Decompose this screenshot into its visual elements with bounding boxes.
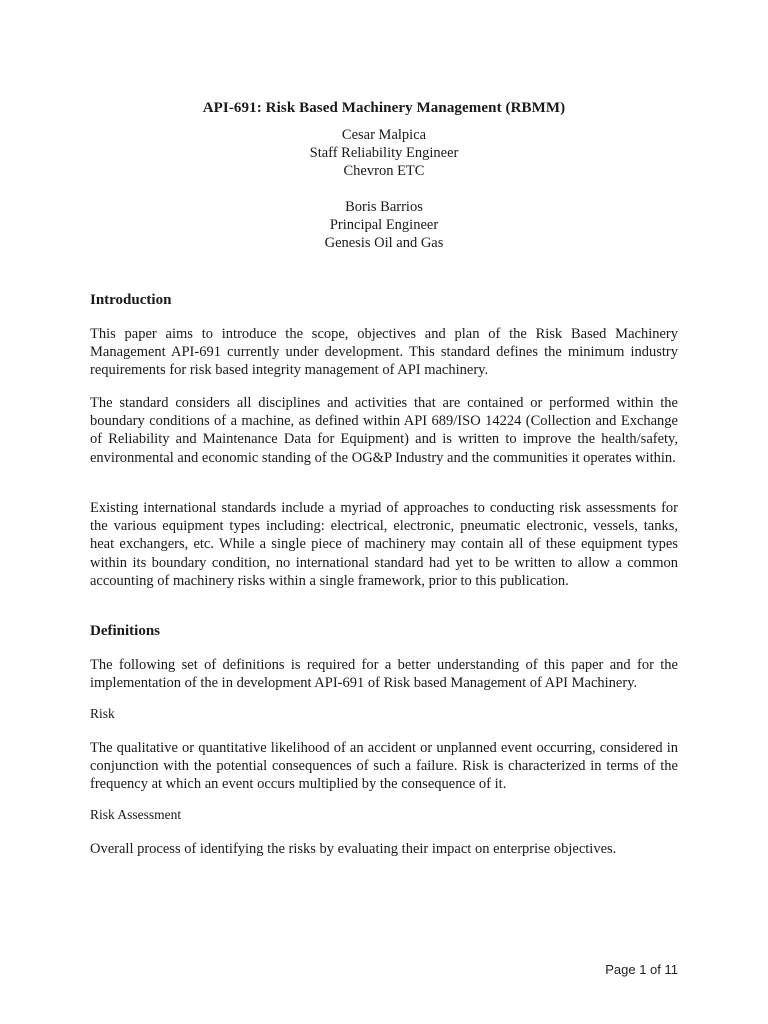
intro-paragraph-3: Existing international standards include a myriad of approaches to conducting risk assessments for the various equipment types including: electrical, electronic, pneumatic electronic, vessels, tanks, heat exchangers, etc. While a single piece of machinery may contain all of these equipment types within its boundary condition, no international standard had yet to be written to allow a common accounting of machinery risks within a single framework, prior to this publication. — [90, 500, 678, 589]
intro-paragraph-1: This paper aims to introduce the scope, objectives and plan of the Risk Based Machinery Management API-691 currently under development. This standard defines the minimum industry requirements for risk based integrity management of API machinery. — [90, 326, 678, 379]
author-role: Principal Engineer — [329, 217, 439, 233]
page-number: Page 1 of 11 — [605, 962, 678, 977]
author-org: Chevron ETC — [343, 163, 425, 179]
author-block-2 — [0, 198, 768, 252]
author-name: Boris Barrios — [345, 199, 423, 215]
definition-term: Risk Assessment — [90, 807, 182, 822]
paper-title: API-691: Risk Based Machinery Management (RBMM) — [202, 100, 566, 116]
definitions-intro: The following set of definitions is required for a better understanding of this paper and for the implementation of the in development API-691 of Risk based Management of API Machinery. — [90, 657, 678, 692]
definition-text: Overall process of identifying the risks by evaluating their impact on enterprise objectives. — [90, 841, 617, 857]
intro-paragraph-2: The standard considers all disciplines and activities that are contained or performed within the boundary conditions of a machine, as defined within API 689/ISO 14224 (Collection and Exchange of Reliability and Maintenance Data for Equipment) and is written to improve the health/safety, environmental and economic standing of the OG&P Industry and the communities it operates within. — [90, 395, 678, 466]
section-heading-introduction: Introduction — [90, 292, 172, 308]
author-name: Cesar Malpica — [341, 127, 427, 143]
section-heading-definitions: Definitions — [90, 623, 161, 639]
definition-term: Risk — [90, 706, 115, 721]
author-role: Staff Reliability Engineer — [309, 145, 459, 161]
author-block-1 — [0, 126, 768, 180]
author-org: Genesis Oil and Gas — [324, 235, 444, 251]
definition-text: The qualitative or quantitative likelihood of an accident or unplanned event occurring, considered in conjunction with the potential consequences of such a failure. Risk is characterized in terms of the frequency at which an event occurs multiplied by the consequence of it. — [90, 740, 678, 793]
